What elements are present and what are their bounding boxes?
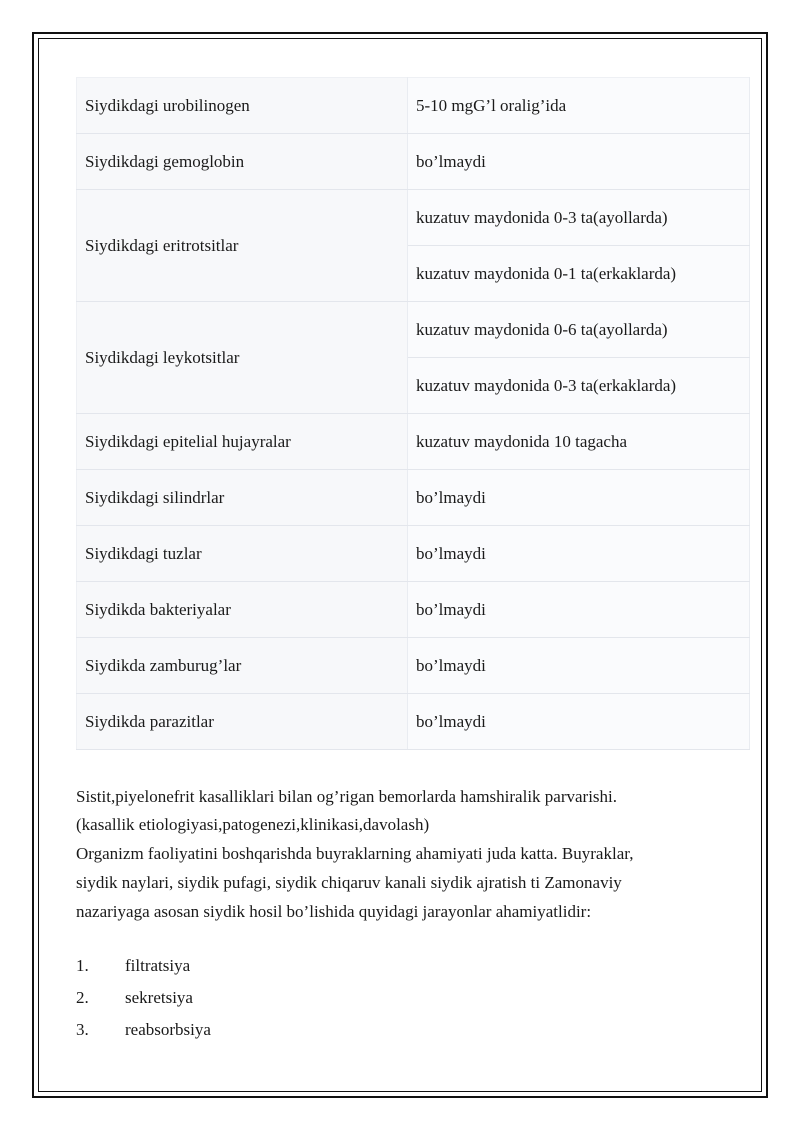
table-row — [77, 190, 750, 246]
page-content — [76, 77, 750, 1046]
list-label: filtratsiya — [125, 956, 191, 975]
parameter-cell: Siydikdagi leykotsitlar — [77, 302, 408, 414]
value-cell: kuzatuv maydonida 0-3 ta(ayollarda) — [408, 190, 750, 246]
table-row — [77, 526, 750, 582]
value-cell: bo’lmaydi — [408, 134, 750, 190]
list-number: 3. — [76, 1020, 89, 1039]
value-cell: kuzatuv maydonida 0-3 ta(erkaklarda) — [408, 358, 750, 414]
list-item — [76, 950, 750, 982]
table-row — [77, 414, 750, 470]
value-cell: bo’lmaydi — [408, 582, 750, 638]
list-item — [76, 982, 750, 1014]
list-number: 1. — [76, 956, 89, 975]
table-row — [77, 302, 750, 358]
list-label: sekretsiya — [125, 988, 193, 1007]
table-row — [77, 694, 750, 750]
value-cell: 5-10 mgG’l oralig’ida — [408, 78, 750, 134]
parameter-cell: Siydikda bakteriyalar — [77, 582, 408, 638]
parameter-cell: Siydikda zamburug’lar — [77, 638, 408, 694]
table-row — [77, 470, 750, 526]
value-cell: kuzatuv maydonida 0-6 ta(ayollarda) — [408, 302, 750, 358]
list-label: reabsorbsiya — [125, 1020, 211, 1039]
table-row — [77, 134, 750, 190]
parameter-cell: Siydikdagi gemoglobin — [77, 134, 408, 190]
table-row — [77, 78, 750, 134]
process-list — [76, 950, 750, 1046]
parameter-cell: Siydikdagi silindrlar — [77, 470, 408, 526]
value-cell: kuzatuv maydonida 0-1 ta(erkaklarda) — [408, 246, 750, 302]
parameter-cell: Siydikda parazitlar — [77, 694, 408, 750]
list-number: 2. — [76, 988, 89, 1007]
section-heading: Sistit,piyelonefrit kasalliklari bilan og’rigan bemorlarda hamshiralik parvarishi. — [76, 787, 618, 806]
value-cell: bo’lmaydi — [408, 638, 750, 694]
body-text — [76, 783, 756, 926]
value-cell: kuzatuv maydonida 10 tagacha — [408, 414, 750, 470]
parameter-cell: Siydikdagi epitelial hujayralar — [77, 414, 408, 470]
value-cell: bo’lmaydi — [408, 470, 750, 526]
section-subheading: (kasallik etiologiyasi,patogenezi,klinikasi,davolash) — [76, 815, 430, 834]
paragraph-line: nazariyaga asosan siydik hosil bo’lishida quyidagi jarayonlar ahamiyatlidir: — [76, 902, 592, 921]
value-cell: bo’lmaydi — [408, 694, 750, 750]
paragraph-line: Organizm faoliyatini boshqarishda buyraklarning ahamiyati juda katta. Buyraklar, — [76, 844, 634, 863]
table-row — [77, 638, 750, 694]
parameter-cell: Siydikdagi eritrotsitlar — [77, 190, 408, 302]
parameter-cell: Siydikdagi urobilinogen — [77, 78, 408, 134]
value-cell: bo’lmaydi — [408, 526, 750, 582]
paragraph-line: siydik naylari, siydik pufagi, siydik chiqaruv kanali siydik ajratish ti Zamonaviy — [76, 873, 622, 892]
urine-norms-table — [76, 77, 750, 750]
list-item — [76, 1014, 750, 1046]
table-row — [77, 582, 750, 638]
parameter-cell: Siydikdagi tuzlar — [77, 526, 408, 582]
